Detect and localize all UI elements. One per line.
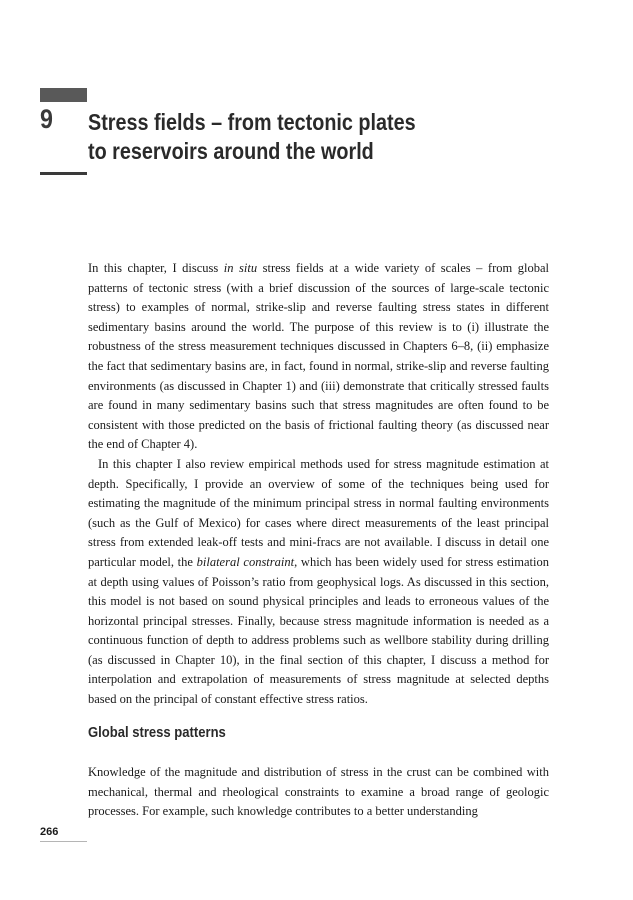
page-number-rule (40, 841, 87, 842)
chapter-bar-top (40, 88, 87, 102)
section-heading: Global stress patterns (88, 725, 226, 741)
intro-paragraph-1 (88, 259, 549, 455)
chapter-number: 9 (40, 104, 53, 134)
intro-p2-text-b: , which has been widely used for stress estimation at depth using values of Poisson’s ratio from geophysical logs. As discussed in this section, this model is not based on sound physical principles and leads to erroneous values of the horizontal principal stresses. Finally, because stress magnitude information is needed as a continuous function of depth to address problems such as wellbore stability during drilling (as discussed in Chapter 10), in the final section of this chapter, I discuss a method for interpolation and extrapolation of measurements of stress magnitude at selected depths based on the principal of constant effective stress ratios. (88, 554, 550, 707)
section-paragraph: Knowledge of the magnitude and distribution of stress in the crust can be combined with mechanical, thermal and rheological constraints to examine a broad range of geologic processes. For example, such knowledge contributes to a better understanding (88, 765, 549, 819)
intro-p2-emphasis: bilateral constraint (196, 554, 295, 569)
intro-paragraph-2 (88, 455, 549, 710)
page-number: 266 (40, 826, 59, 838)
chapter-bar-bottom (40, 172, 87, 175)
intro-p1-text-b: stress fields at a wide variety of scales – from global patterns of tectonic stress (with a brief discussion of the sources of large-scale tectonic stress) to examples of normal, strike-slip and reverse faulting stress states in different sedimentary basins around the world. The purpose of this review is to (i) illustrate the robustness of the stress measurement techniques discussed in Chapters 6–8, (ii) emphasize the fact that sedimentary basins are, in fact, found in normal, strike-slip and reverse faulting environments (as discussed in Chapter 1) and (iii) demonstrate that critically stressed faults are found in many sedimentary basins such that stress magnitudes are often found to be consistent with those predicted on the basis of frictional faulting theory (as discussed near the end of Chapter 4). (88, 261, 549, 452)
chapter-title-line-2: to reservoirs around the world (88, 138, 374, 164)
chapter-title-line-1: Stress fields – from tectonic plates (88, 109, 416, 135)
chapter-title (88, 108, 484, 166)
intro-p2-text-a: In this chapter I also review empirical methods used for stress magnitude estimation at depth. Specifically, I provide an overview of some of the techniques being used for estimating the magnitude of the minimum principal stress in normal faulting environments (such as the Gulf of Mexico) for cases where direct measurements of the least principal stress from extended leak-off tests and mini-fracs are not available. I discuss in detail one particular model, the (88, 456, 549, 569)
intro-p1-emphasis: in situ (223, 261, 258, 275)
intro-body (88, 259, 549, 710)
section-body (88, 763, 549, 822)
intro-p1-text-a: In this chapter, I discuss (88, 261, 224, 275)
